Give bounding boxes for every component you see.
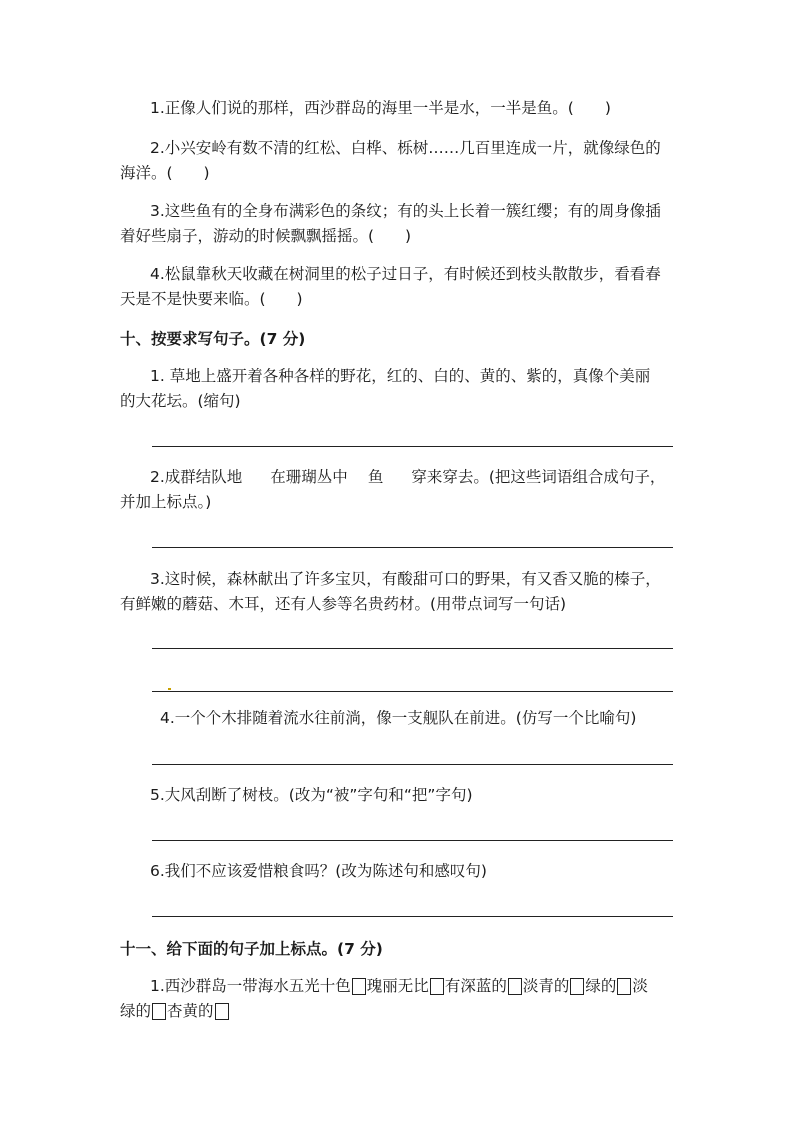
sentence-3-line-2: 有鲜嫩的蘑菇、木耳，还有人参等名贵药材。(用带点词写一句话) — [120, 595, 567, 613]
answer-line-5[interactable] — [152, 840, 673, 841]
punctuation-line-2 — [120, 1001, 230, 1021]
text-segment: 杏黄的 — [167, 1002, 214, 1020]
answer-line-3a[interactable] — [152, 648, 673, 649]
text-segment: 瑰丽无比 — [366, 977, 429, 995]
punctuation-box-3[interactable] — [508, 978, 522, 995]
answer-line-4[interactable] — [152, 764, 673, 765]
judge-item-3-line-2: 着好些扇子，游动的时候飘飘摇摇。( ) — [120, 227, 412, 245]
sentence-1-line-1: 1. 草地上盛开着各种各样的野花，红的、白的、黄的、紫的，真像个美丽 — [150, 367, 651, 385]
sentence-2-line-2: 并加上标点。) — [120, 493, 212, 511]
answer-line-1[interactable] — [152, 446, 673, 447]
punctuation-box-7[interactable] — [215, 1003, 229, 1020]
text-segment: 绿的 — [585, 977, 617, 995]
sentence-4: 4.一个个木排随着流水往前淌，像一支舰队在前进。(仿写一个比喻句) — [160, 709, 637, 727]
sentence-1-line-2: 的大花坛。(缩句) — [120, 392, 241, 410]
judge-item-4-line-2: 天是不是快要来临。( ) — [120, 290, 303, 308]
stray-mark — [168, 688, 171, 690]
sentence-6: 6.我们不应该爱惜粮食吗？(改为陈述句和感叹句) — [150, 862, 487, 880]
punctuation-box-1[interactable] — [352, 978, 366, 995]
judge-item-3-line-1: 3.这些鱼有的全身布满彩色的条纹；有的头上长着一簇红缨；有的周身像插 — [150, 202, 661, 220]
sentence-2-line-1 — [150, 467, 665, 487]
text-segment: 有深蓝的 — [444, 977, 507, 995]
answer-line-2[interactable] — [152, 547, 673, 548]
punctuation-box-2[interactable] — [430, 978, 444, 995]
punctuation-line-1 — [150, 976, 648, 996]
section-11-title: 十一、给下面的句子加上标点。(7 分) — [120, 940, 383, 958]
judge-item-2-line-2: 海洋。( ) — [120, 164, 210, 182]
word-1: 2.成群结队地 — [150, 468, 243, 486]
text-segment: 淡青的 — [522, 977, 570, 995]
sentence-5: 5.大风刮断了树枝。(改为“被”字句和“把”字句) — [150, 786, 473, 804]
judge-item-2-line-1: 2.小兴安岭有数不清的红松、白桦、栎树……几百里连成一片，就像绿色的 — [150, 139, 661, 157]
text-segment: 1.西沙群岛一带海水五光十色 — [150, 977, 351, 995]
sentence-3-line-1: 3.这时候，森林献出了许多宝贝，有酸甜可口的野果，有又香又脆的榛子， — [150, 570, 661, 588]
text-segment: 绿的 — [120, 1002, 152, 1020]
word-3: 鱼 — [367, 468, 384, 486]
answer-line-6[interactable] — [152, 916, 673, 917]
punctuation-box-5[interactable] — [617, 978, 631, 995]
word-4: 穿来穿去。(把这些词语组合成句子， — [411, 468, 666, 486]
punctuation-box-6[interactable] — [152, 1003, 166, 1020]
judge-item-1: 1.正像人们说的那样，西沙群岛的海里一半是水，一半是鱼。( ) — [150, 99, 611, 117]
punctuation-box-4[interactable] — [570, 978, 584, 995]
text-segment: 淡 — [632, 977, 648, 995]
section-10-title: 十、按要求写句子。(7 分) — [120, 330, 306, 348]
answer-line-3b[interactable] — [152, 691, 673, 692]
word-2: 在珊瑚丛中 — [270, 468, 348, 486]
judge-item-4-line-1: 4.松鼠靠秋天收藏在树洞里的松子过日子，有时候还到枝头散散步，看看春 — [150, 265, 661, 283]
